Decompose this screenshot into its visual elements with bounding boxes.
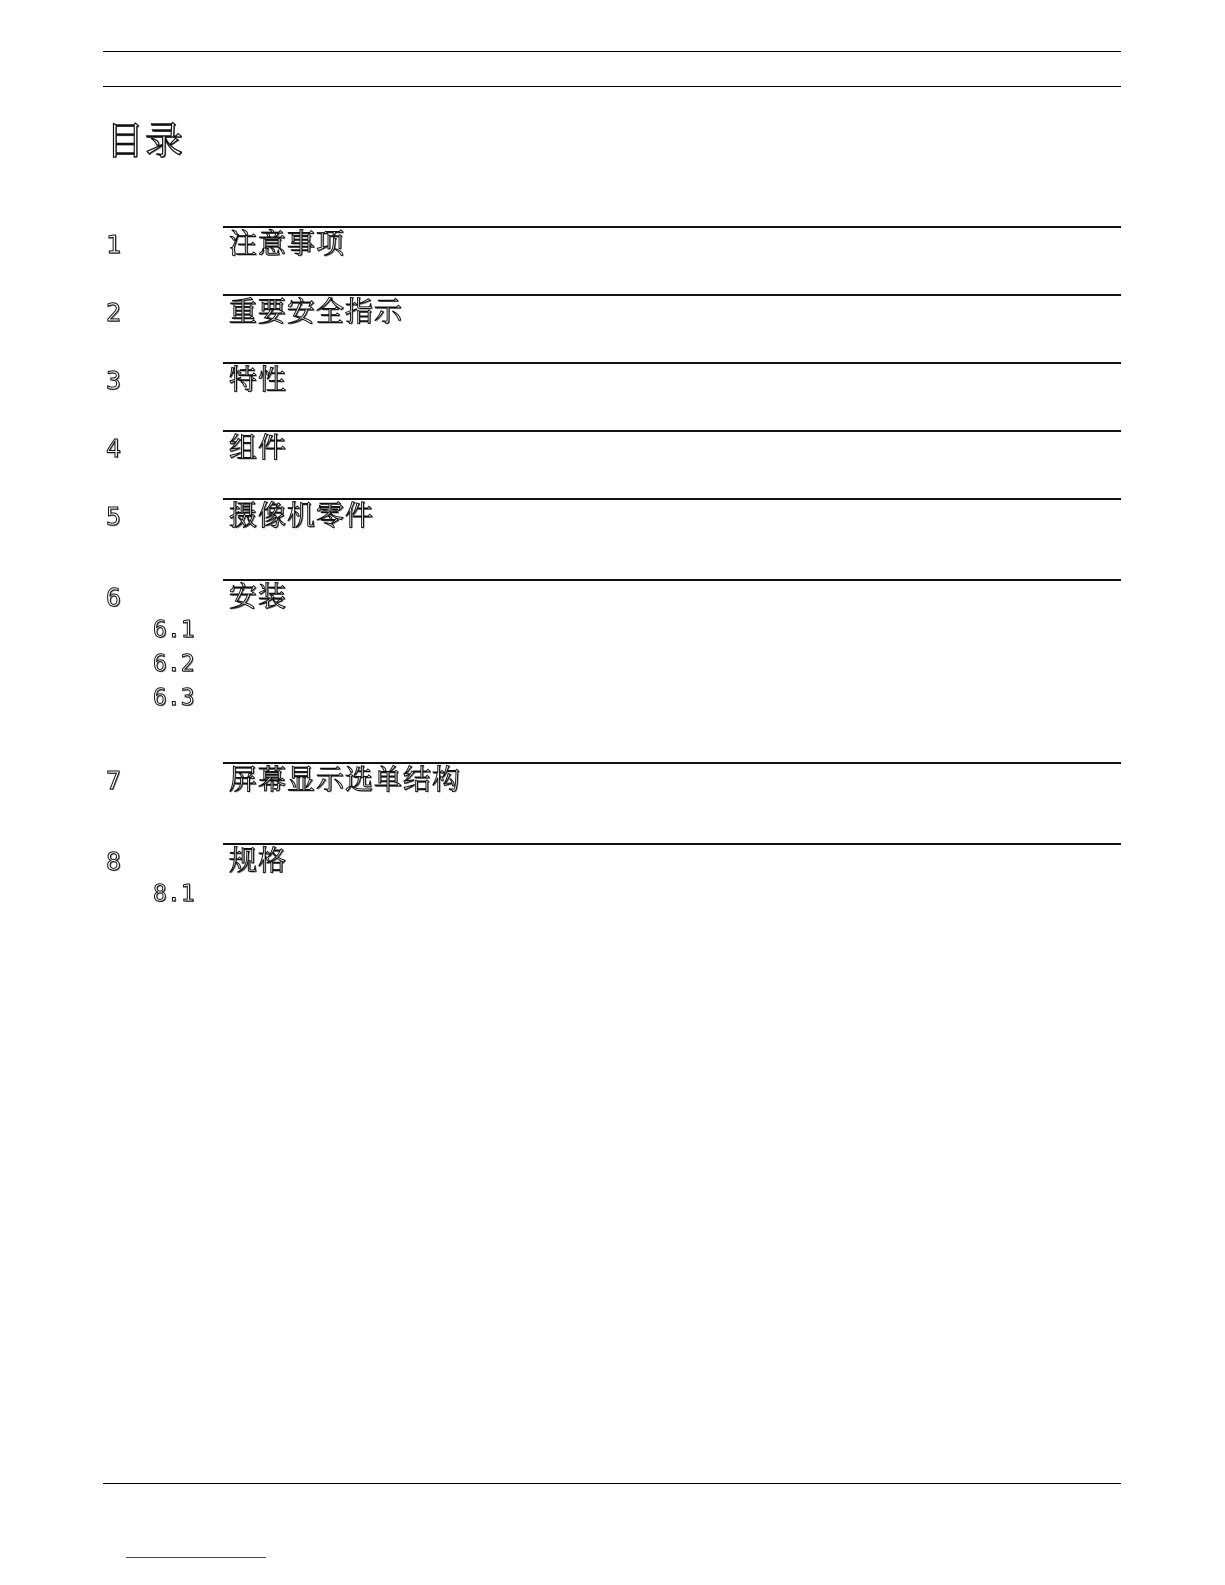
toc-entry-chapter[interactable]: 注意事项 <box>229 227 346 260</box>
toc-entry-subsection[interactable]: 6.2 <box>153 651 195 677</box>
chapter-number: 8 <box>106 847 122 876</box>
toc-entry-chapter[interactable]: 组件 <box>229 431 288 464</box>
toc-entry-chapter[interactable]: 特性 <box>229 363 288 396</box>
toc-entry-subsection[interactable]: 6.1 <box>153 617 195 643</box>
toc-entry-chapter[interactable]: 屏幕显示选单结构 <box>229 763 462 796</box>
footer-rule <box>103 1483 1121 1484</box>
footer-link-underline[interactable] <box>126 1557 266 1558</box>
chapter-number: 5 <box>106 502 122 531</box>
chapter-rule <box>223 579 1121 581</box>
chapter-rule <box>223 843 1121 845</box>
toc-entry-chapter[interactable]: 安装 <box>229 580 288 613</box>
toc-entry-chapter[interactable]: 摄像机零件 <box>229 499 375 532</box>
toc-entry-chapter[interactable]: 重要安全指示 <box>229 295 404 328</box>
toc-entry-subsection[interactable]: 8.1 <box>153 881 195 907</box>
header-rule-top <box>103 51 1121 52</box>
chapter-rule <box>223 362 1121 364</box>
chapter-number: 3 <box>106 366 122 395</box>
chapter-number: 7 <box>106 766 122 795</box>
toc-entry-subsection[interactable]: 6.3 <box>153 685 195 711</box>
chapter-number: 2 <box>106 298 122 327</box>
chapter-number: 4 <box>106 434 122 463</box>
chapter-number: 1 <box>106 230 122 259</box>
chapter-rule <box>223 430 1121 432</box>
chapter-number: 6 <box>106 583 122 612</box>
chapter-rule <box>223 226 1121 228</box>
toc-title: 目录 <box>106 119 185 163</box>
header-rule-bottom <box>103 86 1121 87</box>
toc-entry-chapter[interactable]: 规格 <box>229 844 288 877</box>
